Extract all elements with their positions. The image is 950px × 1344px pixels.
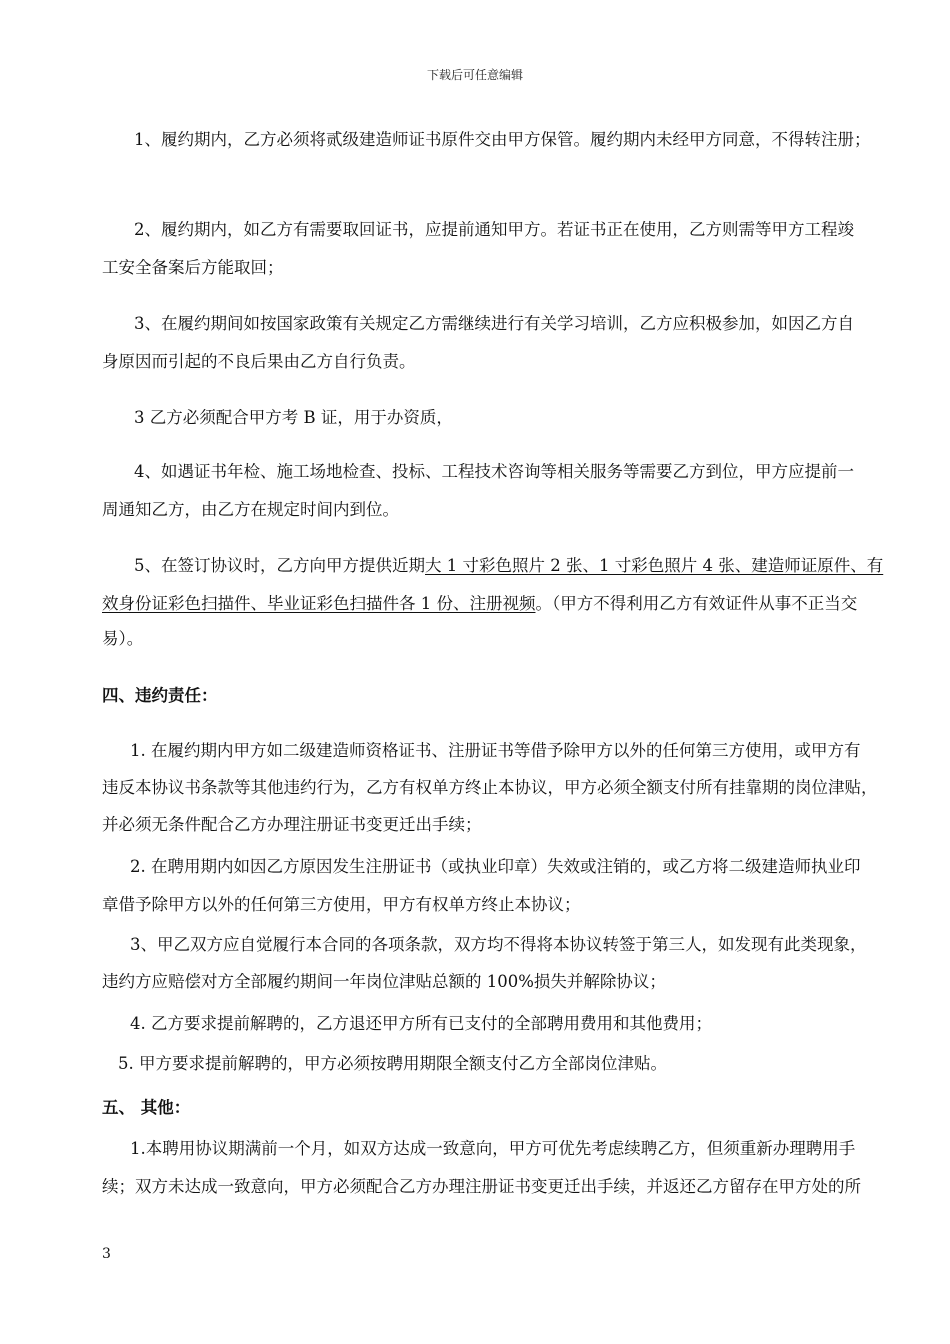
- breach-1-line-1: 1. 在履约期内甲方如二级建造师资格证书、注册证书等借予除甲方以外的任何第三方使用，或甲方有: [130, 741, 861, 760]
- page-header: 下载后可任意编辑: [426, 68, 523, 82]
- clause-2-line-1: 2、履约期内，如乙方有需要取回证书，应提前通知甲方。若证书正在使用，乙方则需等甲方工程竣: [134, 220, 854, 239]
- breach-2-line-1: 2. 在聘用期内如因乙方原因发生注册证书（或执业印章）失效或注销的，或乙方将二级建造师执业印: [130, 857, 861, 876]
- breach-2-line-2: 章借予除甲方以外的任何第三方使用，甲方有权单方终止本协议；: [102, 895, 581, 914]
- clause-5-text: 5、在签订协议时，乙方向甲方提供近期: [134, 556, 425, 575]
- section-heading-other: 五、 其他：: [102, 1098, 191, 1117]
- other-1-line-2: 续；双方未达成一致意向，甲方必须配合乙方办理注册证书变更迁出手续，并返还乙方留存在甲方处的所: [102, 1177, 861, 1196]
- clause-5-note: 。（甲方不得利用乙方有效证件从事不正当交: [535, 594, 858, 613]
- breach-1-line-3: 并必须无条件配合乙方办理注册证书变更迁出手续；: [102, 815, 482, 834]
- other-1-line-1: 1.本聘用协议期满前一个月，如双方达成一致意向，甲方可优先考虑续聘乙方，但须重新办理聘用手: [130, 1139, 856, 1158]
- clause-3-line-2: 身原因而引起的不良后果由乙方自行负责。: [102, 352, 416, 371]
- clause-2-line-2: 工安全备案后方能取回；: [102, 258, 284, 277]
- section-heading-breach: 四、违约责任：: [102, 686, 218, 705]
- clause-5-underlined-materials: 大 1 寸彩色照片 2 张、1 寸彩色照片 4 张、建造师证原件、有: [425, 556, 884, 575]
- page-number: 3: [102, 1246, 111, 1262]
- clause-4-line-2: 周通知乙方，由乙方在规定时间内到位。: [102, 500, 399, 519]
- clause-5-underlined-materials-cont: 效身份证彩色扫描件、毕业证彩色扫描件各 1 份、注册视频: [102, 594, 536, 613]
- clause-5-line-2: [102, 593, 857, 615]
- clause-4-line-1: 4、如遇证书年检、施工场地检查、投标、工程技术咨询等相关服务等需要乙方到位，甲方应提前一: [134, 462, 854, 481]
- breach-1-line-2: 违反本协议书条款等其他违约行为，乙方有权单方终止本协议，甲方必须全额支付所有挂靠期的岗位津贴，: [102, 778, 878, 797]
- clause-3b-line: 3 乙方必须配合甲方考 B 证，用于办资质，: [134, 408, 453, 427]
- clause-1-line-1: 1、履约期内，乙方必须将贰级建造师证书原件交由甲方保管。履约期内未经甲方同意，不得转注册；: [134, 130, 871, 149]
- breach-3-line-1: 3、甲乙双方应自觉履行本合同的各项条款，双方均不得将本协议转签于第三人，如发现有此类现象，: [130, 935, 867, 954]
- breach-5-line: 5. 甲方要求提前解聘的，甲方必须按聘用期限全额支付乙方全部岗位津贴。: [118, 1054, 667, 1073]
- clause-3-line-1: 3、在履约期间如按国家政策有关规定乙方需继续进行有关学习培训，乙方应积极参加，如因乙方自: [134, 314, 854, 333]
- clause-5-line-3: 易）。: [102, 629, 144, 648]
- breach-3-line-2: 违约方应赔偿对方全部履约期间一年岗位津贴总额的 100%损失并解除协议；: [102, 972, 666, 991]
- clause-5-line-1: [134, 555, 883, 577]
- breach-4-line: 4. 乙方要求提前解聘的，乙方退还甲方所有已支付的全部聘用费用和其他费用；: [130, 1014, 712, 1033]
